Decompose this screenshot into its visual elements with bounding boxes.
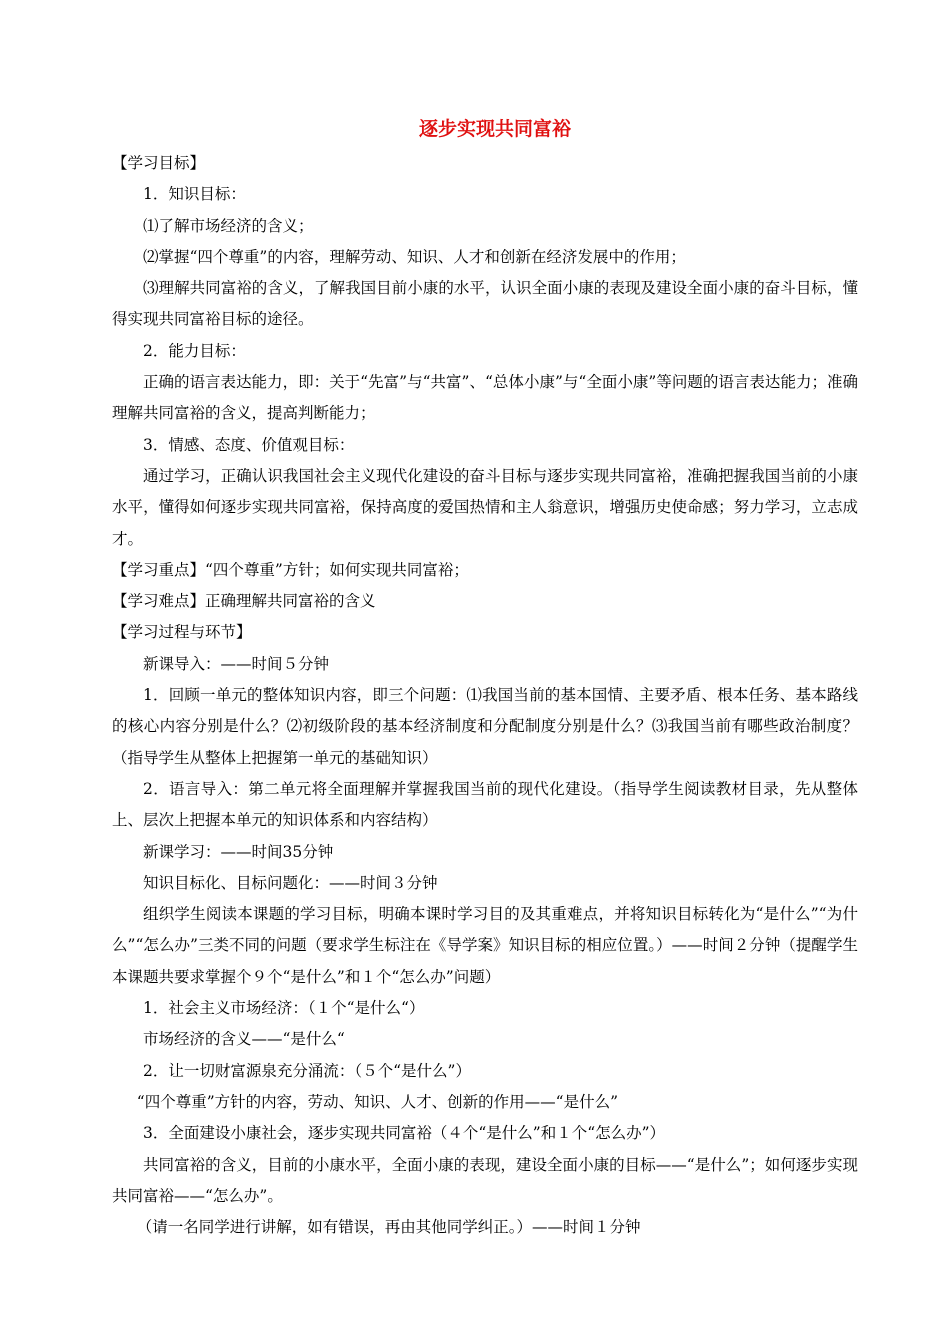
paragraph-p08: 3．情感、态度、价值观目标：: [143, 435, 355, 454]
paragraph-p09: 通过学习，正确认识我国社会主义现代化建设的奋斗目标与逐步实现共同富裕，准确把握我国当前的小康水平，懂得如何逐步实现共同富裕，保持高度的爱国热情和主人翁意识，增强历史使命感；努力学习，立志成才。: [112, 466, 858, 548]
paragraph-p13: 新课导入：——时间５分钟: [143, 654, 330, 673]
paragraph-p03: ⑴了解市场经济的含义；: [143, 216, 314, 235]
paragraph-p20: 市场经济的含义——“是什么“: [143, 1030, 345, 1049]
document-body: [112, 148, 858, 1243]
paragraph-p14: 1．回顾一单元的整体知识内容，即三个问题：⑴我国当前的基本国情、主要矛盾、根本任务、基本路线的核心内容分别是什么？⑵初级阶段的基本经济制度和分配制度分别是什么？⑶我国当前有哪些政治制度？（指导学生从整体上把握第一单元的基础知识）: [112, 686, 858, 767]
paragraph-p01: 【学习目标】: [112, 154, 206, 172]
paragraph-p22: “四个尊重”方针的内容，劳动、知识、人才、创新的作用——“是什么”: [136, 1092, 618, 1111]
paragraph-p04: ⑵掌握“四个尊重”的内容，理解劳动、知识、人才和创新在经济发展中的作用；: [143, 247, 686, 266]
paragraph-p17: 知识目标化、目标问题化：——时间３分钟: [143, 873, 438, 892]
paragraph-p21: 2．让一切财富源泉充分涌流：（５个“是什么”）: [143, 1061, 471, 1080]
paragraph-p19: 1．社会主义市场经济：（１个“是什么“）: [143, 999, 425, 1018]
paragraph-p15: 2．语言导入：第二单元将全面理解并掌握我国当前的现代化建设。（指导学生阅读教材目录，先从整体上、层次上把握本单元的知识体系和内容结构）: [112, 779, 858, 830]
paragraph-p10: 【学习重点】“四个尊重”方针；如何实现共同富裕；: [112, 560, 469, 579]
paragraph-p24: 共同富裕的含义，目前的小康水平，全面小康的表现，建设全面小康的目标——“是什么”；如何逐步实现共同富裕——“怎么办”。: [112, 1155, 858, 1205]
paragraph-p06: 2．能力目标：: [143, 341, 246, 360]
paragraph-p07: 正确的语言表达能力，即：关于“先富”与“共富”、“总体小康”与“全面小康”等问题的语言表达能力；准确理解共同富裕的含义，提高判断能力；: [112, 373, 858, 423]
paragraph-p12: 【学习过程与环节】: [112, 623, 252, 642]
paragraph-p25: （请一名同学进行讲解，如有错误，再由其他同学纠正。）——时间１分钟: [136, 1218, 641, 1237]
paragraph-p16: 新课学习：——时间35分钟: [143, 842, 334, 861]
paragraph-p18: 组织学生阅读本课题的学习目标，明确本课时学习目的及其重难点，并将知识目标转化为“是什么”“为什么”“怎么办”三类不同的问题（要求学生标注在《导学案》知识目标的相应位置。）——时间２分钟（提醒学生本课题共要求掌握个９个“是什么”和１个“怎么办”问题）: [112, 905, 858, 986]
paragraph-p02: 1．知识目标：: [143, 185, 246, 204]
paragraph-p11: 【学习难点】正确理解共同富裕的含义: [112, 592, 376, 611]
paragraph-p23: 3．全面建设小康社会，逐步实现共同富裕（４个“是什么”和１个“怎么办”）: [143, 1124, 666, 1143]
document-title: 逐步实现共同富裕: [418, 118, 571, 140]
paragraph-p05: ⑶理解共同富裕的含义，了解我国目前小康的水平，认识全面小康的表现及建设全面小康的奋斗目标，懂得实现共同富裕目标的途径。: [112, 279, 858, 329]
